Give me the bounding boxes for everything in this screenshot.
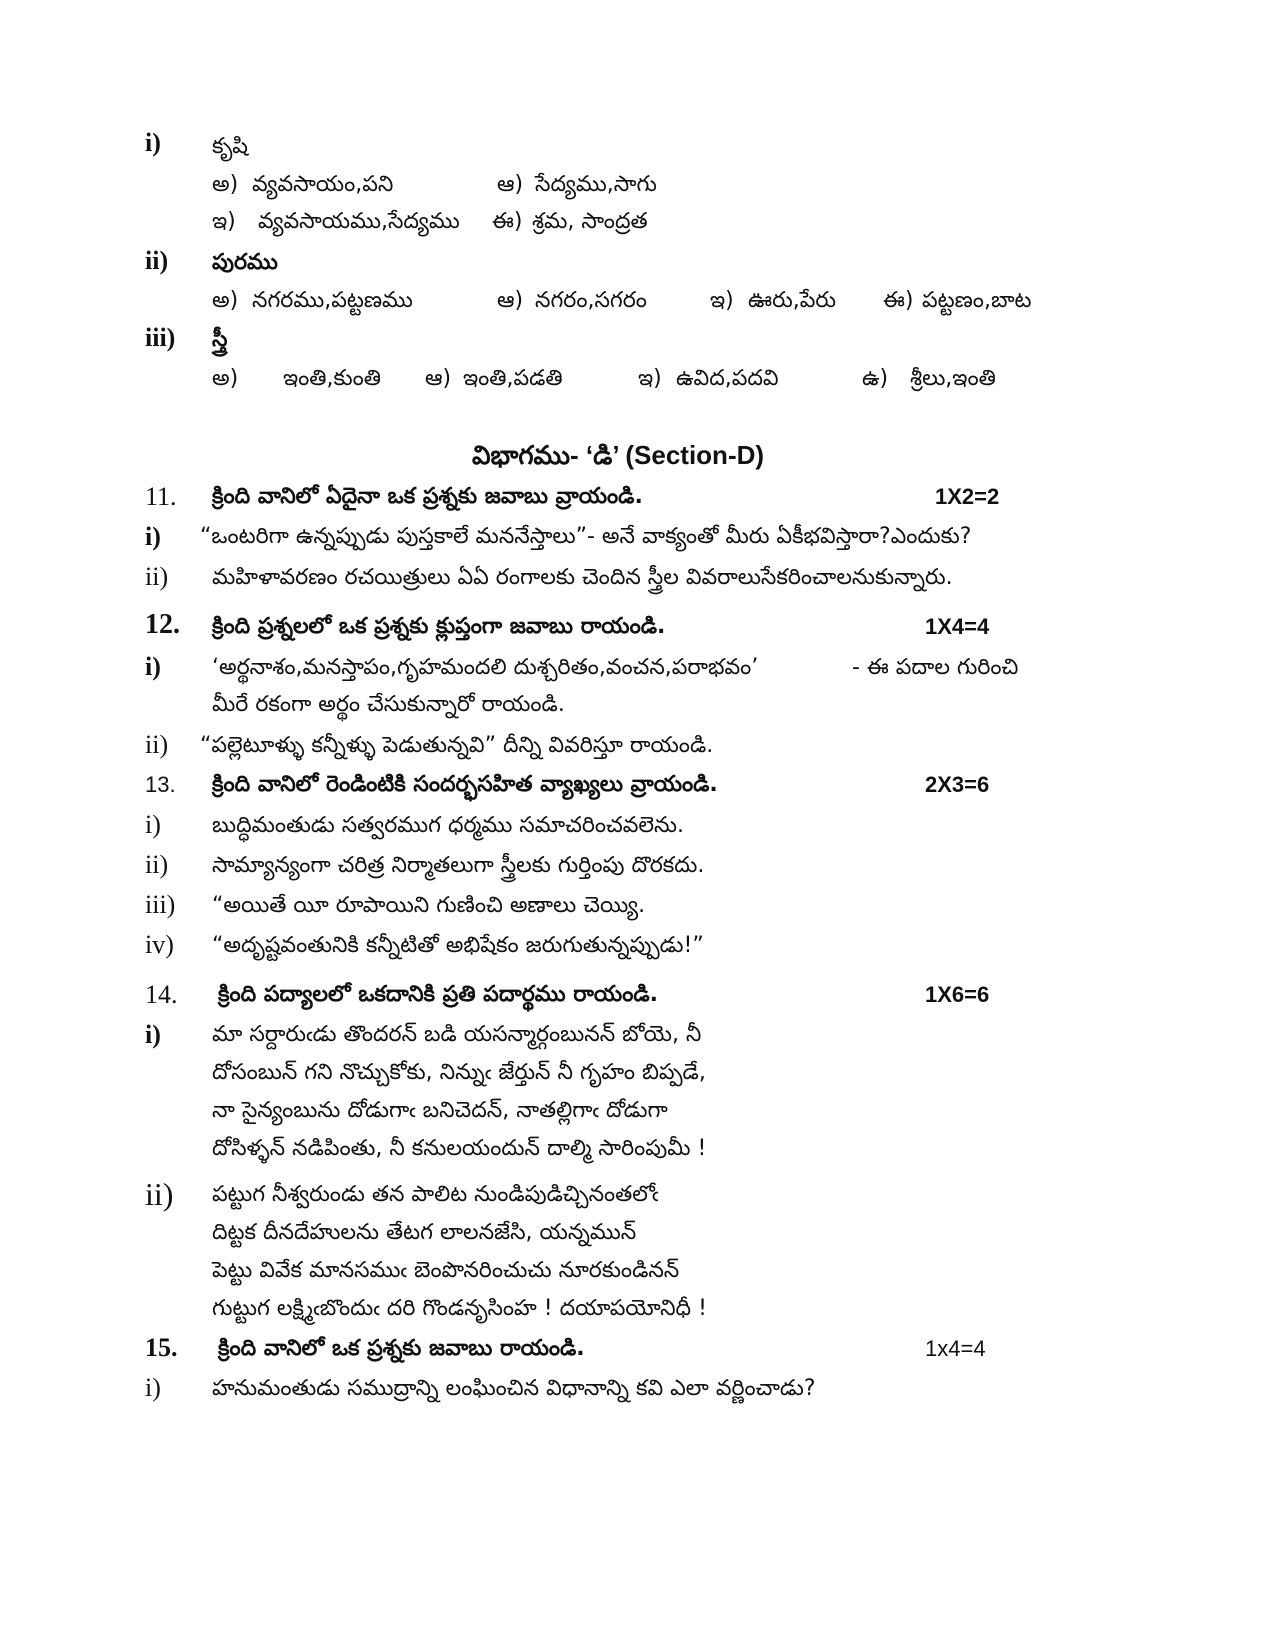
item-number: i) [145,522,161,551]
item-number: iv) [145,930,174,959]
item-text: బుద్ధిమంతుడు సత్వరముగ ధర్మము సమాచరించవలెను. [212,813,685,838]
synonym-word: కృషి [212,134,248,159]
question-number: 13. [145,772,176,797]
question-number: 14. [145,980,178,1009]
option-text: ఇంతి,పడతి [463,366,563,391]
option-label: అ) [212,366,239,391]
item-number: i) [145,1373,161,1402]
item-text: సామ్యాన్యంగా చరిత్ర నిర్మాతలుగా స్త్రీలకు గుర్తింపు దొరకదు. [212,853,705,878]
item-number: iii) [145,890,176,919]
item-text: ‘అర్థనాశం,మనస్తాపం,గృహమందలి దుశ్చరితం,వంచన,పరాభవం’ [212,655,759,680]
poem-line: మా సర్దారుఁడు తొందరన్ బడి యసన్మార్గంబునన్ బోయె, నీ [212,1022,702,1047]
item-text: “పల్లెటూళ్ళు కన్నీళ్ళు పెడుతున్నవి” దీన్ని వివరిస్తూ రాయండి. [200,733,714,758]
option-label: ఈ) [492,209,523,234]
option-text: శ్రీలు,ఇంతి [910,366,996,391]
item-number: ii) [145,246,169,275]
item-text: “ఒంటరిగా ఉన్నప్పుడు పుస్తకాలే మననేస్తాలు”- అనే వాక్యంతో మీరు ఏకీభవిస్తారా?ఎందుకు? [200,524,972,549]
item-number: i) [145,810,161,839]
poem-line: పట్టుగ నీశ్వరుండు తన పాలిట నుండిపుడిచ్చినంతలోఁ [212,1182,659,1207]
option-label: ఆ) [497,172,524,197]
item-text: మహిళావరణం రచయిత్రులు ఏఏ రంగాలకు చెందిన స్త్రీల వివరాలుసేకరించాలనుకున్నారు. [212,565,953,590]
option-label: ఇ) [212,209,236,234]
option-text: పట్టణం,బాట [922,288,1032,313]
item-number: ii) [145,1176,174,1212]
item-text: “అయితే యీ రూపాయిని గుణించి అణాలు చెయ్యి. [212,893,646,918]
question-number: 11. [145,482,177,511]
item-number: i) [145,1020,161,1049]
poem-line: గుట్టుగ లక్ష్మిఁబొందుఁ దరి గొండనృసింహ ! దయాపయోనిధీ ! [212,1296,707,1321]
item-text: హనుమంతుడు సముద్రాన్ని లంఘించిన విధానాన్ని కవి ఎలా వర్ణించాడు? [212,1376,816,1401]
option-label: ఇ) [638,366,662,391]
item-number: ii) [145,850,169,879]
option-label: ఈ) [883,288,914,313]
option-text: ఇంతి,కుంతి [283,366,381,391]
synonym-word: స్త్రీ [212,327,228,352]
option-label: ఉ) [862,366,889,391]
item-number: i) [145,128,161,157]
option-text: నగరము,పట్టణము [252,288,413,313]
poem-line: పెట్టు వివేక మానసముఁ బెంపొనరించుచు నూరకుండినన్ [212,1258,680,1283]
marks: 1X2=2 [935,484,1000,509]
item-text: “అదృష్టవంతునికి కన్నీటితో అభిషేకం జరుగుతున్నప్పుడు!” [212,933,704,958]
question-instruction: క్రింది వానిలో ఒక ప్రశ్నకు జవాబు రాయండి. [218,1336,585,1361]
item-text: మీరే రకంగా అర్థం చేసుకున్నారో రాయండి. [212,692,565,717]
question-instruction: క్రింది వానిలో ఏదైనా ఒక ప్రశ్నకు జవాబు వ్రాయండి. [212,484,643,509]
marks: 1X6=6 [925,982,990,1007]
option-label: ఇ) [710,288,734,313]
item-number: i) [145,652,161,681]
item-number: iii) [145,323,176,352]
option-text: వ్యవసాయము,సేద్యము [258,209,460,234]
poem-line: దోసిళ్ళన్ నడిపింతు, నీ కనులయందున్ దాల్మి సారింపుమీ ! [212,1136,707,1161]
option-text: నగరం,సగరం [535,288,647,313]
option-text: వ్యవసాయం,పని [252,172,394,197]
option-label: ఆ) [497,288,524,313]
question-instruction: క్రింది పద్యాలలో ఒకదానికి ప్రతి పదార్థము రాయండి. [218,982,658,1007]
item-number: ii) [145,562,169,591]
option-label: ఆ) [425,366,452,391]
question-number: 15. [145,1333,178,1362]
option-label: అ) [212,172,239,197]
question-instruction: క్రింది ప్రశ్నలలో ఒక ప్రశ్నకు క్లుప్తంగా జవాబు రాయండి. [212,614,666,639]
section-title: విభాగము- ‘డి’ (Section-D) [472,440,765,470]
marks: 1x4=4 [925,1336,986,1361]
option-text: సేద్యము,సాగు [535,172,657,197]
option-label: అ) [212,288,239,313]
poem-line: దోసంబున్ గని నొచ్చుకోకు, నిన్నుఁ జేర్తున్ నీ గృహం బిప్పడే, [212,1060,706,1085]
option-text: ఉవిద,పదవి [676,366,779,391]
question-instruction: క్రింది వానిలో రెండింటికి సందర్భసహిత వ్యాఖ్యలు వ్రాయండి. [212,772,718,797]
option-text: శ్రమ, సాంద్రత [532,209,648,234]
marks: 1X4=4 [925,614,990,639]
item-text-tail: - ఈ పదాల గురించి [852,655,1019,680]
question-number: 12. [145,609,180,640]
marks: 2X3=6 [925,772,990,797]
synonym-word: పురము [212,250,278,275]
poem-line: నా సైన్యంబును దోడుగాఁ బనిచెదన్, నాతల్లిగాఁ దోడుగా [212,1098,668,1123]
option-text: ఊరు,పేరు [748,288,837,313]
poem-line: దిట్టక దీనదేహులను తేటగ లాలనజేసి, యన్నమున్ [212,1220,637,1245]
item-number: ii) [145,730,169,759]
